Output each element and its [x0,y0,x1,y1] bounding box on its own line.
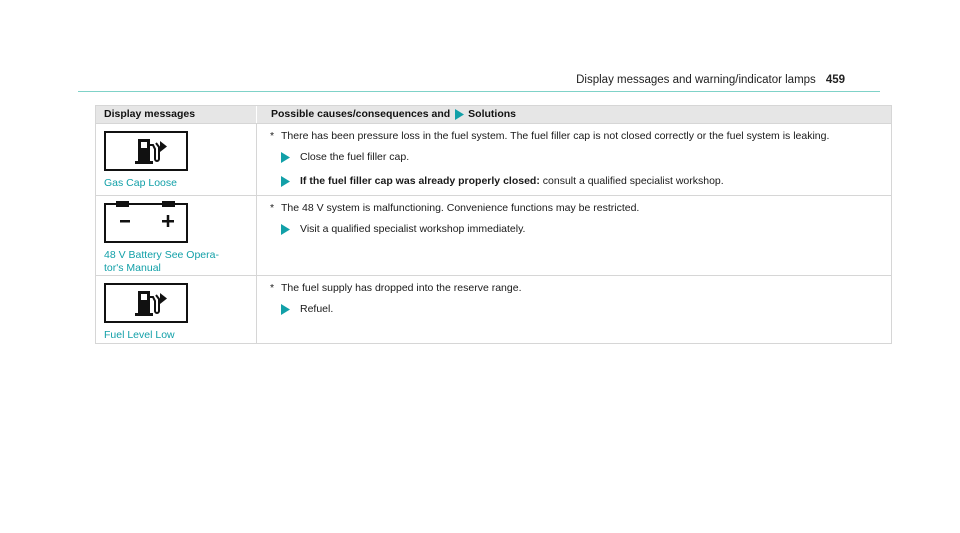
col-header-display-messages: Display messages [96,106,257,123]
action-arrow-icon [280,223,300,239]
action-arrow-icon [280,151,300,167]
solution-cell [257,196,891,275]
battery-icon [104,203,188,243]
solution-cell [257,276,891,343]
action-arrow-icon [280,303,300,319]
fuel-pump-icon [104,131,188,171]
message-line: 48 V Battery See Opera- [104,249,219,261]
cause-text: There has been pressure loss in the fuel system. The fuel filler cap is not closed correctly or the fuel system is leaking. [281,130,830,142]
action-arrow-icon [280,175,300,191]
cause [270,202,881,215]
col-header-causes: Possible causes/consequences and [271,108,451,120]
table-row [96,275,891,343]
action-text: Visit a qualified specialist workshop immediately. [300,223,526,235]
action-item [270,303,881,319]
section-title: Display messages and warning/indicator lamps [576,74,816,86]
action-item [270,175,881,191]
fuel-pump-icon [104,283,188,323]
display-message: Fuel Level Low [104,329,175,341]
action-text: consult a qualified specialist workshop. [539,175,724,187]
action-text: Refuel. [300,303,334,315]
message-cell [96,124,257,195]
play-arrow-icon [454,109,464,120]
message-cell [96,276,257,343]
cause-text: The fuel supply has dropped into the reserve range. [281,282,522,294]
display-messages-table [95,105,892,344]
action-item [270,223,881,239]
solution-cell [257,124,891,195]
message-cell [96,196,257,275]
page-header [576,74,845,86]
cause-marker: * [270,282,275,294]
cause-text: The 48 V system is malfunctioning. Convenience functions may be restricted. [281,202,640,214]
col-header-causes-solutions [257,106,516,123]
display-message [104,249,248,275]
cause-marker: * [270,202,275,214]
action-condition: If the fuel filler cap was already properly closed: [300,175,540,187]
table-row [96,123,891,195]
header-rule [78,91,880,92]
table-header [96,106,891,123]
cause-marker: * [270,130,275,142]
cause [270,130,881,143]
action-text: Close the fuel filler cap. [300,151,410,163]
cause [270,282,881,295]
display-message: Gas Cap Loose [104,177,177,189]
col-header-solutions: Solutions [468,108,517,120]
action-item [270,151,881,167]
page-number: 459 [825,74,845,86]
message-line: tor's Manual [104,262,161,274]
table-row [96,195,891,275]
